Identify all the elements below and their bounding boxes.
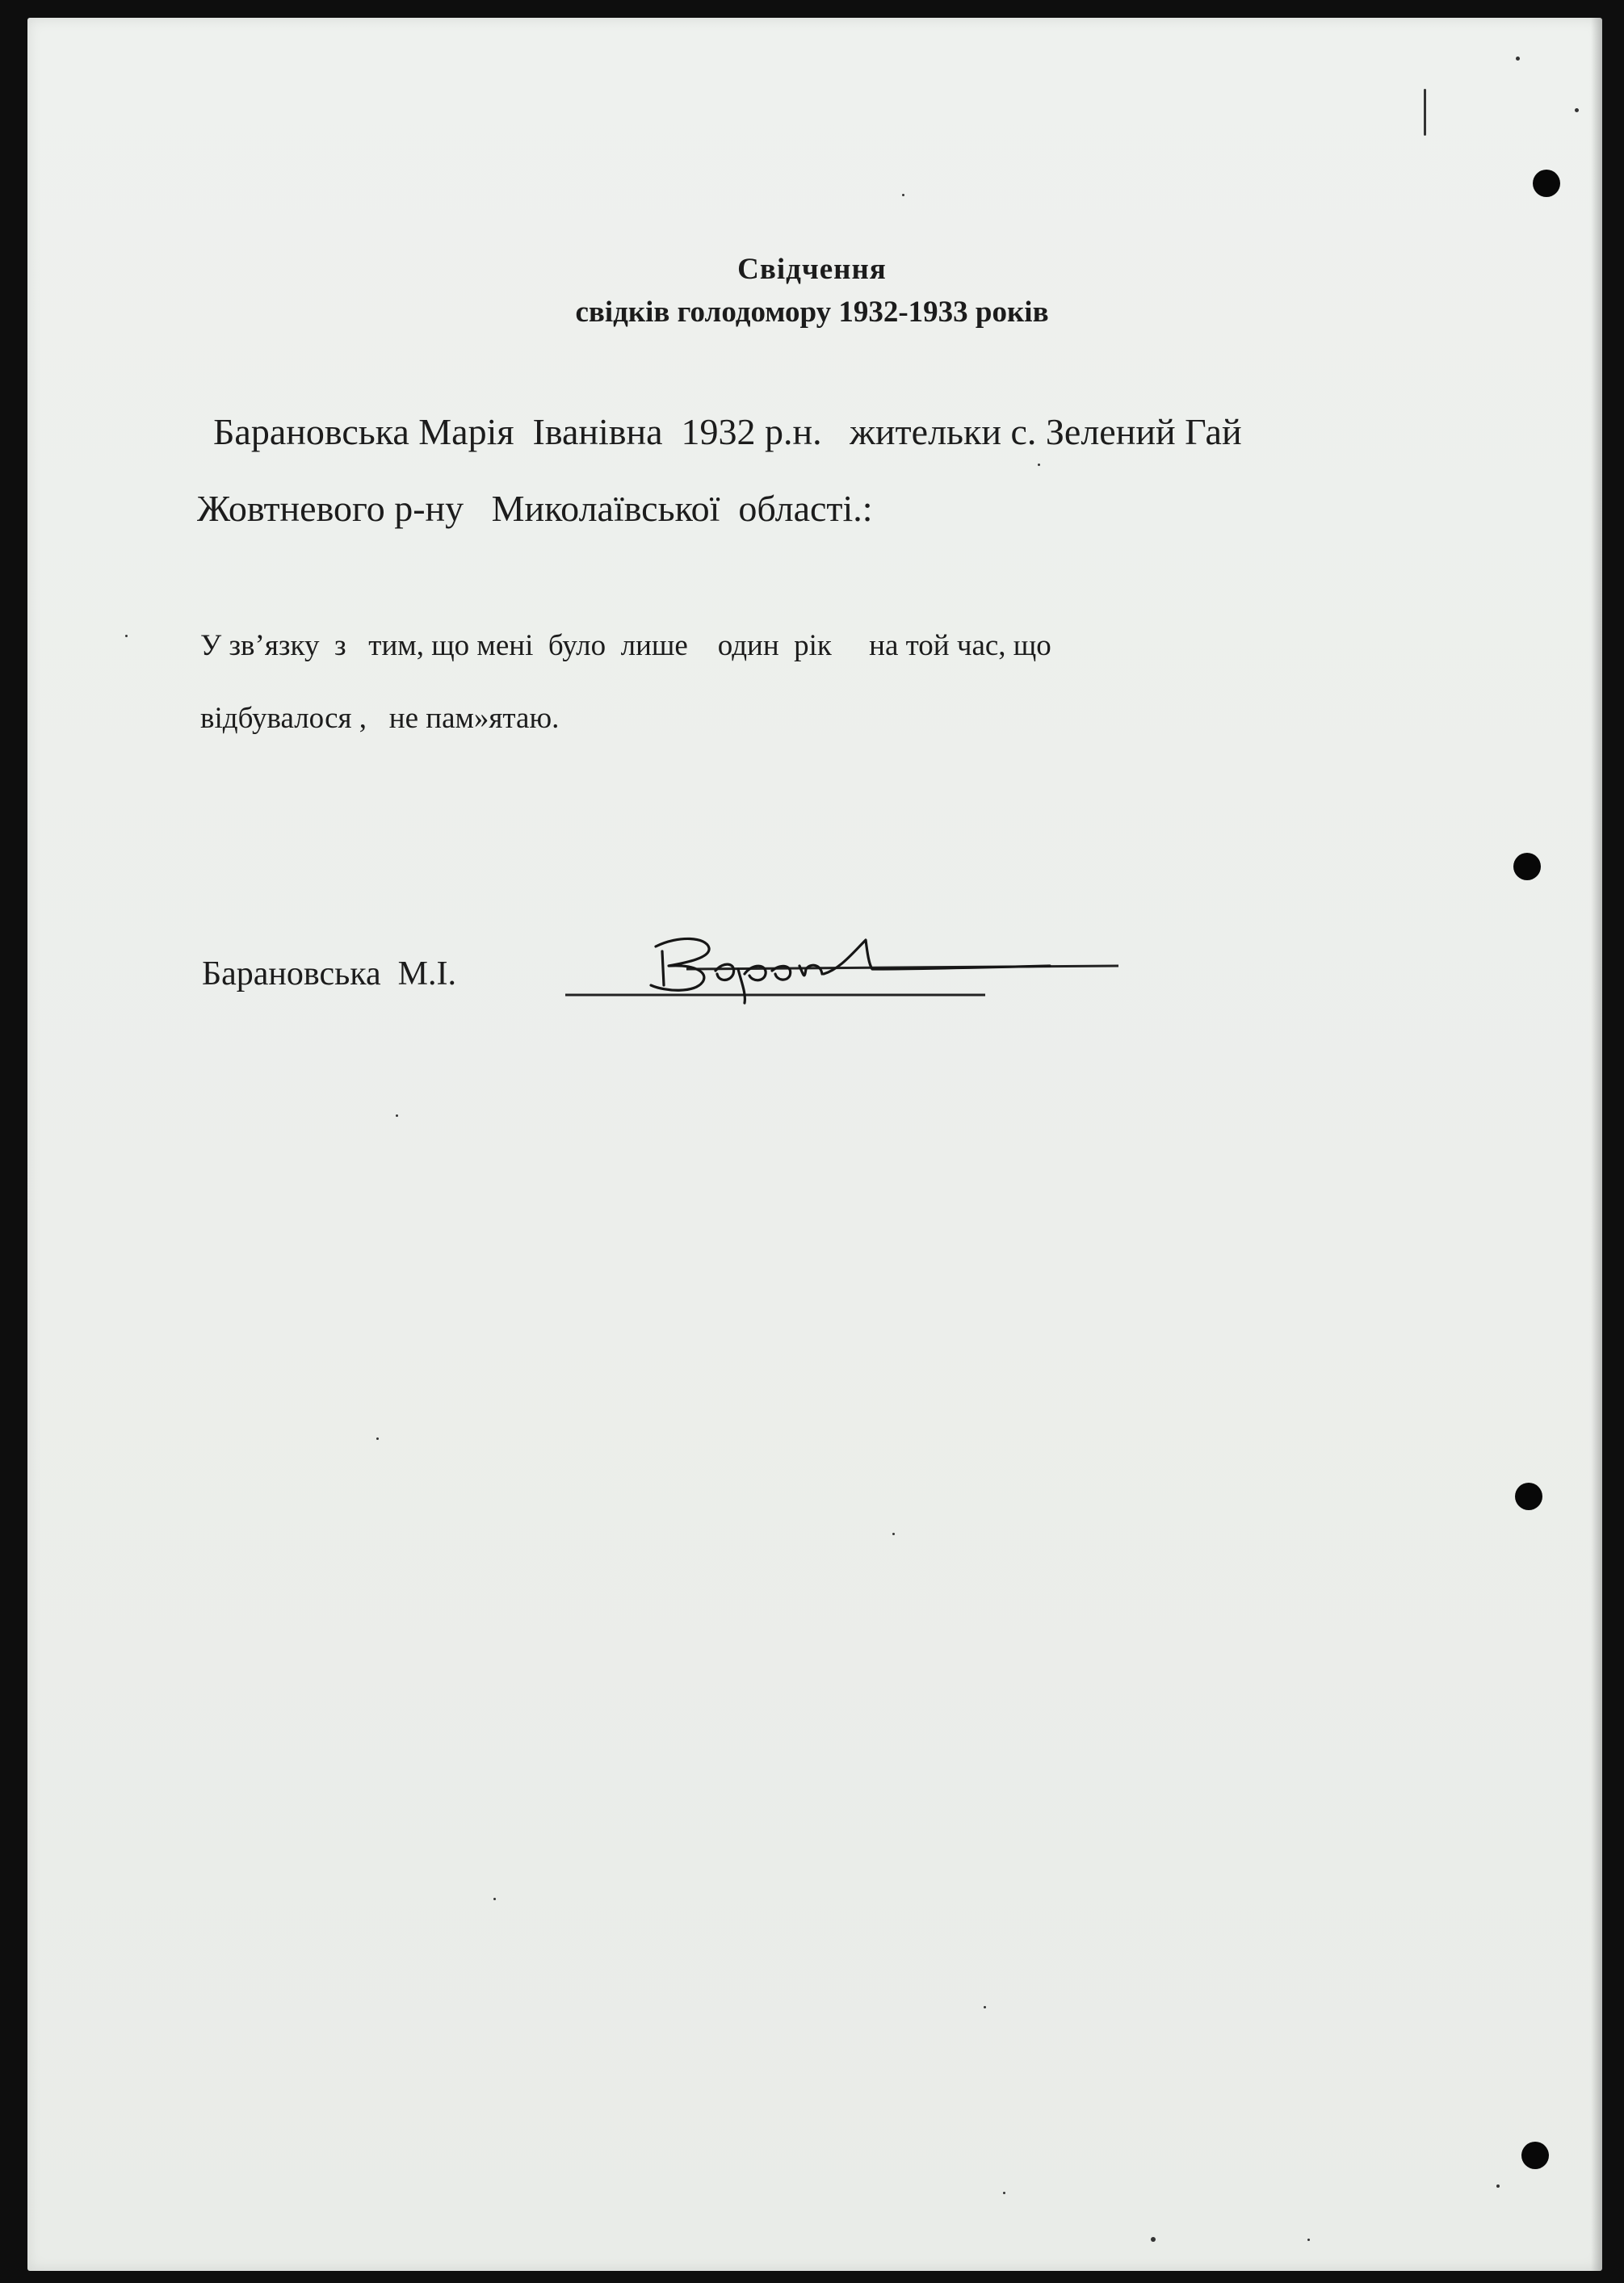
testimony-line2: відбувалося , не пам»ятаю.: [200, 702, 560, 735]
scan-speck: [493, 1898, 496, 1900]
document-subtitle: свідків голодомору 1932-1933 років: [575, 296, 1049, 329]
scan-speck: [1151, 2237, 1156, 2242]
witness-info-line1: Барановська Марія Іванівна 1932 р.н. жительки с. Зелений Гай: [213, 411, 1242, 452]
testimony-line1: У зв’язку з тим, що мені було лише один рік на той час, що: [200, 629, 1051, 662]
pen-mark: [1424, 89, 1426, 136]
scan-speck: [902, 194, 904, 196]
punch-hole: [1533, 170, 1560, 197]
paper-sheet: [27, 18, 1602, 2271]
punch-hole: [1515, 1483, 1542, 1510]
document-title: Свідчення: [737, 253, 887, 286]
signer-name: Барановська М.І.: [202, 955, 456, 993]
scan-speck: [396, 1114, 398, 1117]
punch-hole: [1513, 853, 1541, 880]
scan-speck: [984, 2006, 986, 2008]
scan-speck: [1516, 57, 1520, 61]
scan-speck: [1038, 464, 1040, 466]
punch-hole: [1521, 2142, 1549, 2169]
scan-speck: [1307, 2239, 1310, 2241]
scan-speck: [1003, 2192, 1005, 2194]
scan-speck: [1496, 2184, 1500, 2188]
page-edge-shadow: [1591, 18, 1602, 2271]
witness-info-line2: Жовтневого р-ну Миколаївської області.:: [197, 488, 873, 529]
scan-speck: [892, 1533, 895, 1535]
handwritten-signature: [565, 929, 1123, 1009]
scan-speck: [1575, 108, 1579, 112]
scan-speck: [125, 635, 128, 637]
scan-speck: [376, 1437, 379, 1440]
